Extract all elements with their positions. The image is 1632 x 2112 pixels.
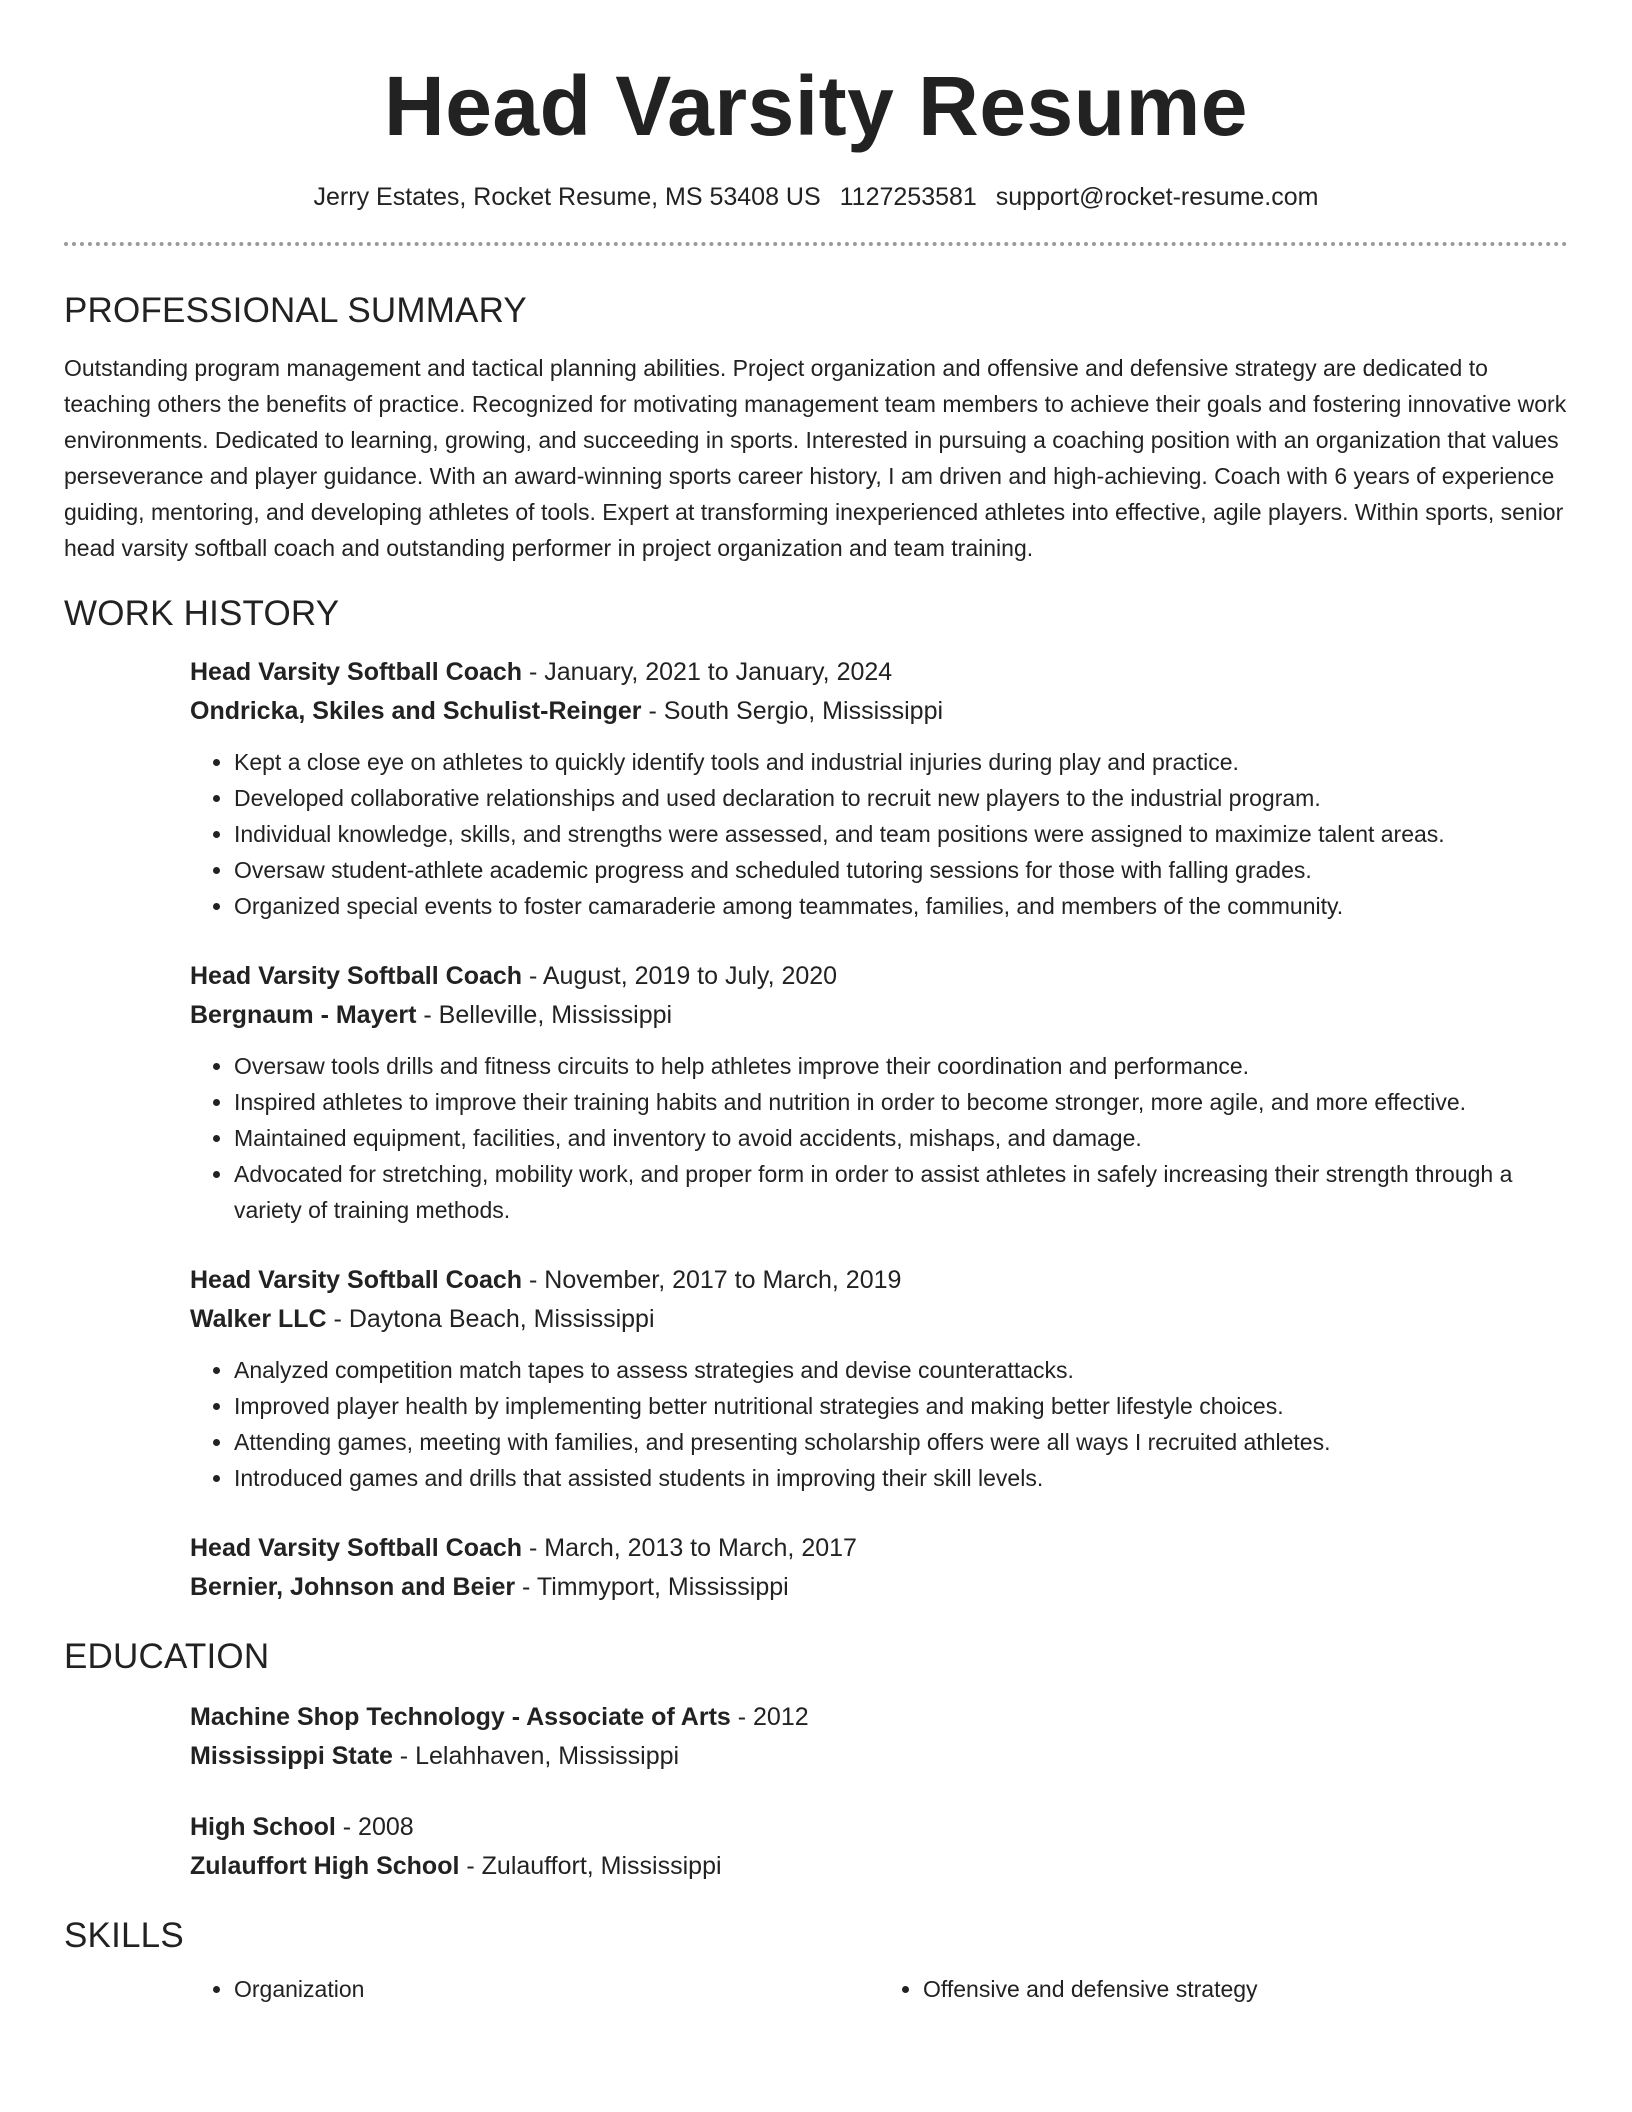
email-link[interactable]: support@rocket-resume.com — [995, 183, 1319, 211]
job-dates: - March, 2013 to March, 2017 — [522, 1534, 857, 1562]
job-bullet: • Organized special events to foster camaraderie among teammates, families, and members of the community. — [234, 888, 1568, 924]
resume-title: Head Varsity Resume — [384, 59, 1248, 153]
address-text: Jerry Estates, Rocket Resume, MS 53408 US — [313, 183, 821, 211]
job-bullet: • Oversaw student-athlete academic progress and scheduled tutoring sessions for those with falling grades. — [234, 852, 1568, 888]
job-dates: - January, 2021 to January, 2024 — [522, 658, 893, 686]
job-bullet: • Advocated for stretching, mobility work, and proper form in order to assist athletes in safely increasing their strength through a variety of training methods. — [234, 1156, 1568, 1228]
job-title: Head Varsity Softball Coach — [190, 658, 523, 686]
skill-item: • Offensive and defensive strategy — [923, 1971, 1568, 2007]
job-bullet: • Analyzed competition match tapes to assess strategies and devise counterattacks. — [234, 1352, 1568, 1388]
degree-line — [190, 1808, 1568, 1847]
job-entry — [190, 1529, 1568, 1607]
job-entry — [190, 957, 1568, 1228]
header-divider — [64, 242, 1568, 246]
resume-page — [64, 0, 1568, 2007]
job-title-line — [190, 1529, 1568, 1568]
skills-list-left — [190, 1971, 879, 2007]
job-dates: - November, 2017 to March, 2019 — [522, 1266, 902, 1294]
company-location: - Timmyport, Mississippi — [515, 1573, 789, 1601]
summary-text: Outstanding program management and tactical planning abilities. Project organization and offensive and defensive strategy are dedicated to teaching others the benefits of practice. Recognized for motivating management team members to achieve their goals and fostering innovative work environments. Dedicated to learning, growing, and succeeding in sports. Interested in pursuing a coaching position with an organization that values perseverance and player guidance. With an award-winning sports career history, I am driven and high-achieving. Coach with 6 years of experience guiding, mentoring, and developing athletes of tools. Expert at transforming inexperienced athletes into effective, agile players. Within sports, senior head varsity softball coach and outstanding performer in project organization and team training. — [64, 355, 1567, 561]
job-bullet: • Attending games, meeting with families, and presenting scholarship offers were all ways I recruited athletes. — [234, 1424, 1568, 1460]
company-name: Ondricka, Skiles and Schulist-Reinger — [190, 697, 642, 725]
job-bullet: • Introduced games and drills that assisted students in improving their skill levels. — [234, 1460, 1568, 1496]
job-title: Head Varsity Softball Coach — [190, 1266, 523, 1294]
job-bullet: • Oversaw tools drills and fitness circuits to help athletes improve their coordination and performance. — [234, 1048, 1568, 1084]
job-bullet: • Individual knowledge, skills, and strengths were assessed, and team positions were assigned to maximize talent areas. — [234, 816, 1568, 852]
company-line — [190, 996, 1568, 1035]
degree-year: - 2012 — [730, 1703, 809, 1731]
company-line — [190, 1300, 1568, 1339]
job-bullet-list — [190, 1048, 1568, 1228]
degree-name: High School — [190, 1813, 336, 1841]
degree-name: Machine Shop Technology - Associate of Arts — [190, 1703, 731, 1731]
company-location: - Daytona Beach, Mississippi — [326, 1305, 655, 1333]
job-title-line — [190, 653, 1568, 692]
job-entry — [190, 653, 1568, 924]
skills-heading: SKILLS — [64, 1916, 184, 1955]
school-line — [190, 1737, 1568, 1776]
job-title: Head Varsity Softball Coach — [190, 1534, 523, 1562]
job-bullet: • Maintained equipment, facilities, and inventory to avoid accidents, mishaps, and damage. — [234, 1120, 1568, 1156]
skills-list-right — [879, 1971, 1568, 2007]
company-name: Bernier, Johnson and Beier — [190, 1573, 516, 1601]
school-name: Mississippi State — [190, 1742, 393, 1770]
company-location: - South Sergio, Mississippi — [641, 697, 944, 725]
degree-line — [190, 1698, 1568, 1737]
education-entry — [190, 1808, 1568, 1886]
school-name: Zulauffort High School — [190, 1852, 460, 1880]
phone-text: 1127253581 — [839, 183, 977, 211]
education-entry — [190, 1698, 1568, 1776]
job-bullet: • Inspired athletes to improve their training habits and nutrition in order to become stronger, more agile, and more effective. — [234, 1084, 1568, 1120]
work-history-heading: WORK HISTORY — [64, 594, 340, 633]
contact-line — [64, 182, 1568, 212]
company-line — [190, 1568, 1568, 1607]
company-name: Walker LLC — [190, 1305, 327, 1333]
job-dates: - August, 2019 to July, 2020 — [522, 962, 838, 990]
company-location: - Belleville, Mississippi — [416, 1001, 673, 1029]
job-bullet-list — [190, 1352, 1568, 1496]
skill-item: • Organization — [234, 1971, 879, 2007]
job-bullet: • Kept a close eye on athletes to quickly identify tools and industrial injuries during play and practice. — [234, 744, 1568, 780]
education-heading: EDUCATION — [64, 1637, 270, 1676]
company-name: Bergnaum - Mayert — [190, 1001, 417, 1029]
school-line — [190, 1847, 1568, 1886]
job-bullet: • Developed collaborative relationships and used declaration to recruit new players to the industrial program. — [234, 780, 1568, 816]
job-bullet-list — [190, 744, 1568, 924]
summary-heading: PROFESSIONAL SUMMARY — [64, 291, 527, 330]
job-title-line — [190, 1261, 1568, 1300]
job-entry — [190, 1261, 1568, 1496]
school-location: - Zulauffort, Mississippi — [459, 1852, 722, 1880]
degree-year: - 2008 — [335, 1813, 414, 1841]
company-line — [190, 692, 1568, 731]
job-title: Head Varsity Softball Coach — [190, 962, 523, 990]
skills-grid — [190, 1971, 1568, 2007]
school-location: - Lelahhaven, Mississippi — [392, 1742, 680, 1770]
job-title-line — [190, 957, 1568, 996]
job-bullet: • Improved player health by implementing better nutritional strategies and making better lifestyle choices. — [234, 1388, 1568, 1424]
